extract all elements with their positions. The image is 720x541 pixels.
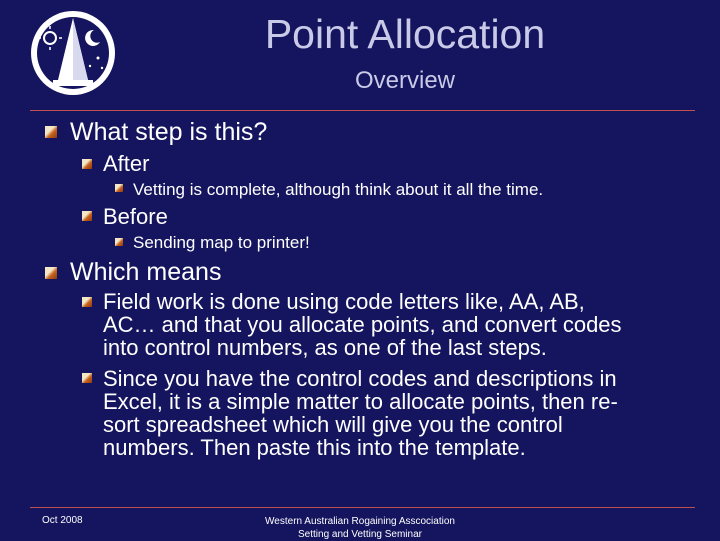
after-label: After — [103, 151, 150, 176]
bullet-icon — [45, 126, 57, 138]
excel-line: numbers. Then paste this into the template. — [103, 435, 526, 460]
bullet-icon — [82, 211, 92, 221]
field-work-line: into control numbers, as one of the last steps. — [103, 335, 547, 360]
question-heading: What step is this? — [70, 118, 268, 146]
field-work-paragraph — [103, 290, 622, 359]
which-means-heading: Which means — [70, 258, 222, 286]
bullet-icon — [82, 373, 92, 383]
bullet-icon — [115, 184, 123, 192]
header-divider — [30, 110, 695, 111]
excel-line: Excel, it is a simple matter to allocate points, then re- — [103, 389, 618, 414]
bullet-icon — [82, 297, 92, 307]
slide-title: Point Allocation — [264, 11, 546, 57]
footer-seminar-name: Setting and Vetting Seminar — [298, 529, 422, 540]
bullet-icon — [45, 267, 57, 279]
field-work-line: AC… and that you allocate points, and convert codes — [103, 312, 622, 337]
excel-line: sort spreadsheet which will give you the control — [103, 412, 563, 437]
bullet-icon — [82, 159, 92, 169]
field-work-line: Field work is done using code letters like, AA, AB, — [103, 289, 585, 314]
before-label: Before — [103, 204, 168, 229]
logo-emblem-icon — [28, 8, 118, 98]
footer-date: Oct 2008 — [42, 515, 83, 526]
excel-line: Since you have the control codes and descriptions in — [103, 366, 617, 391]
before-detail: Sending map to printer! — [133, 233, 310, 252]
footer-org-name: Western Australian Rogaining Asscociation — [265, 516, 455, 527]
after-detail: Vetting is complete, although think about it all the time. — [133, 180, 544, 199]
footer-divider — [30, 507, 695, 508]
excel-paragraph — [103, 367, 618, 459]
slide-subtitle: Overview — [354, 67, 456, 94]
footer-organization — [230, 515, 490, 541]
bullet-icon — [115, 238, 123, 246]
